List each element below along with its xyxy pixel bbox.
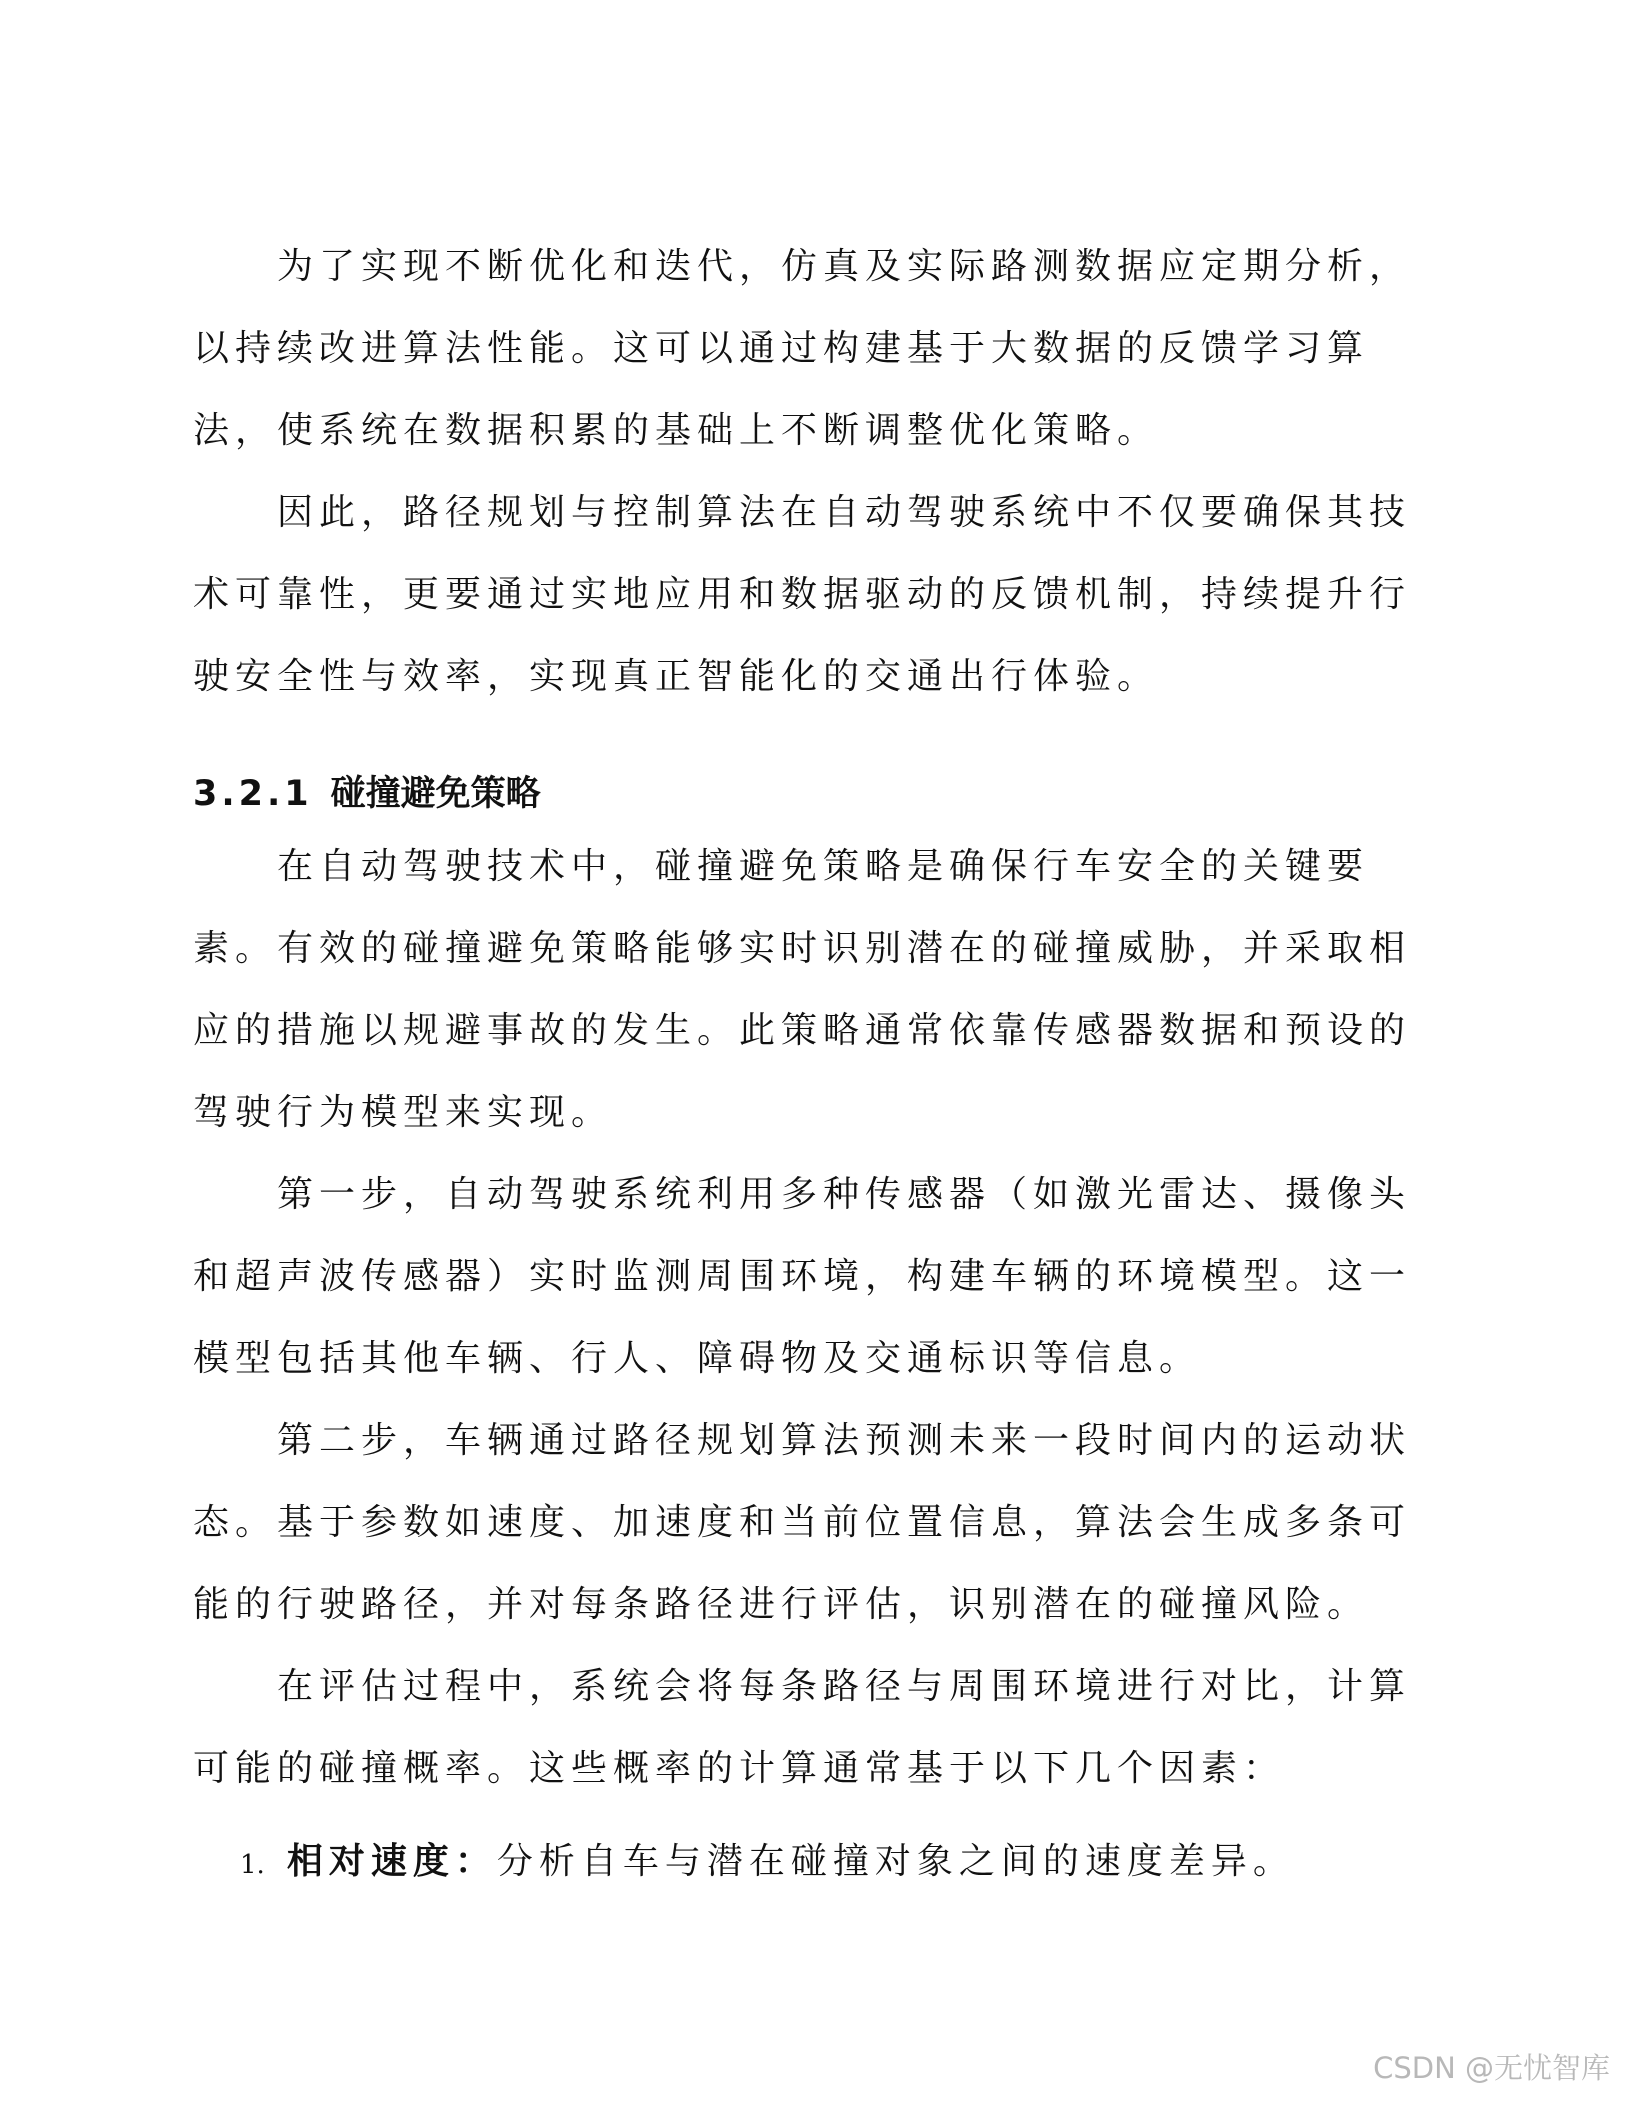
paragraph-line: 第一步，自动驾驶系统利用多种传感器（如激光雷达、摄像头 — [277, 1174, 1412, 1215]
paragraph-line: 法，使系统在数据积累的基础上不断调整优化策略。 — [193, 410, 1160, 451]
watermark: CSDN @无忧智库 — [1373, 2051, 1610, 2085]
paragraph-line: 以持续改进算法性能。这可以通过构建基于大数据的反馈学习算 — [193, 328, 1370, 369]
paragraph-line: 在自动驾驶技术中，碰撞避免策略是确保行车安全的关键要 — [277, 846, 1370, 887]
list-term: 相对速度： — [286, 1841, 497, 1882]
list-text: 分析自车与潜在碰撞对象之间的速度差异。 — [496, 1841, 1295, 1882]
paragraph-line: 态。基于参数如速度、加速度和当前位置信息，算法会生成多条可 — [193, 1502, 1412, 1543]
paragraph-line: 在评估过程中，系统会将每条路径与周围环境进行对比，计算 — [277, 1666, 1412, 1707]
paragraph-line: 素。有效的碰撞避免策略能够实时识别潜在的碰撞威胁，并采取相 — [193, 928, 1412, 969]
section-heading — [193, 766, 541, 816]
section-number: 3.2.1 — [193, 774, 313, 814]
list-number: 1. — [240, 1850, 265, 1880]
list-item — [240, 1833, 1295, 1884]
paragraph-line: 驶安全性与效率，实现真正智能化的交通出行体验。 — [193, 656, 1160, 697]
paragraph-line: 应的措施以规避事故的发生。此策略通常依靠传感器数据和预设的 — [193, 1010, 1412, 1051]
paragraph-line: 第二步，车辆通过路径规划算法预测未来一段时间内的运动状 — [277, 1420, 1412, 1461]
section-title: 碰撞避免策略 — [330, 774, 541, 814]
paragraph-line: 为了实现不断优化和迭代，仿真及实际路测数据应定期分析， — [277, 246, 1412, 287]
paragraph-line: 因此，路径规划与控制算法在自动驾驶系统中不仅要确保其技 — [277, 492, 1412, 533]
paragraph-line: 模型包括其他车辆、行人、障碍物及交通标识等信息。 — [193, 1338, 1202, 1379]
paragraph-line: 能的行驶路径，并对每条路径进行评估，识别潜在的碰撞风险。 — [193, 1584, 1370, 1625]
paragraph-line: 和超声波传感器）实时监测周围环境，构建车辆的环境模型。这一 — [193, 1256, 1412, 1297]
paragraph-line: 驾驶行为模型来实现。 — [193, 1092, 614, 1133]
paragraph-line: 可能的碰撞概率。这些概率的计算通常基于以下几个因素： — [193, 1748, 1286, 1789]
paragraph-line: 术可靠性，更要通过实地应用和数据驱动的反馈机制，持续提升行 — [193, 574, 1412, 615]
